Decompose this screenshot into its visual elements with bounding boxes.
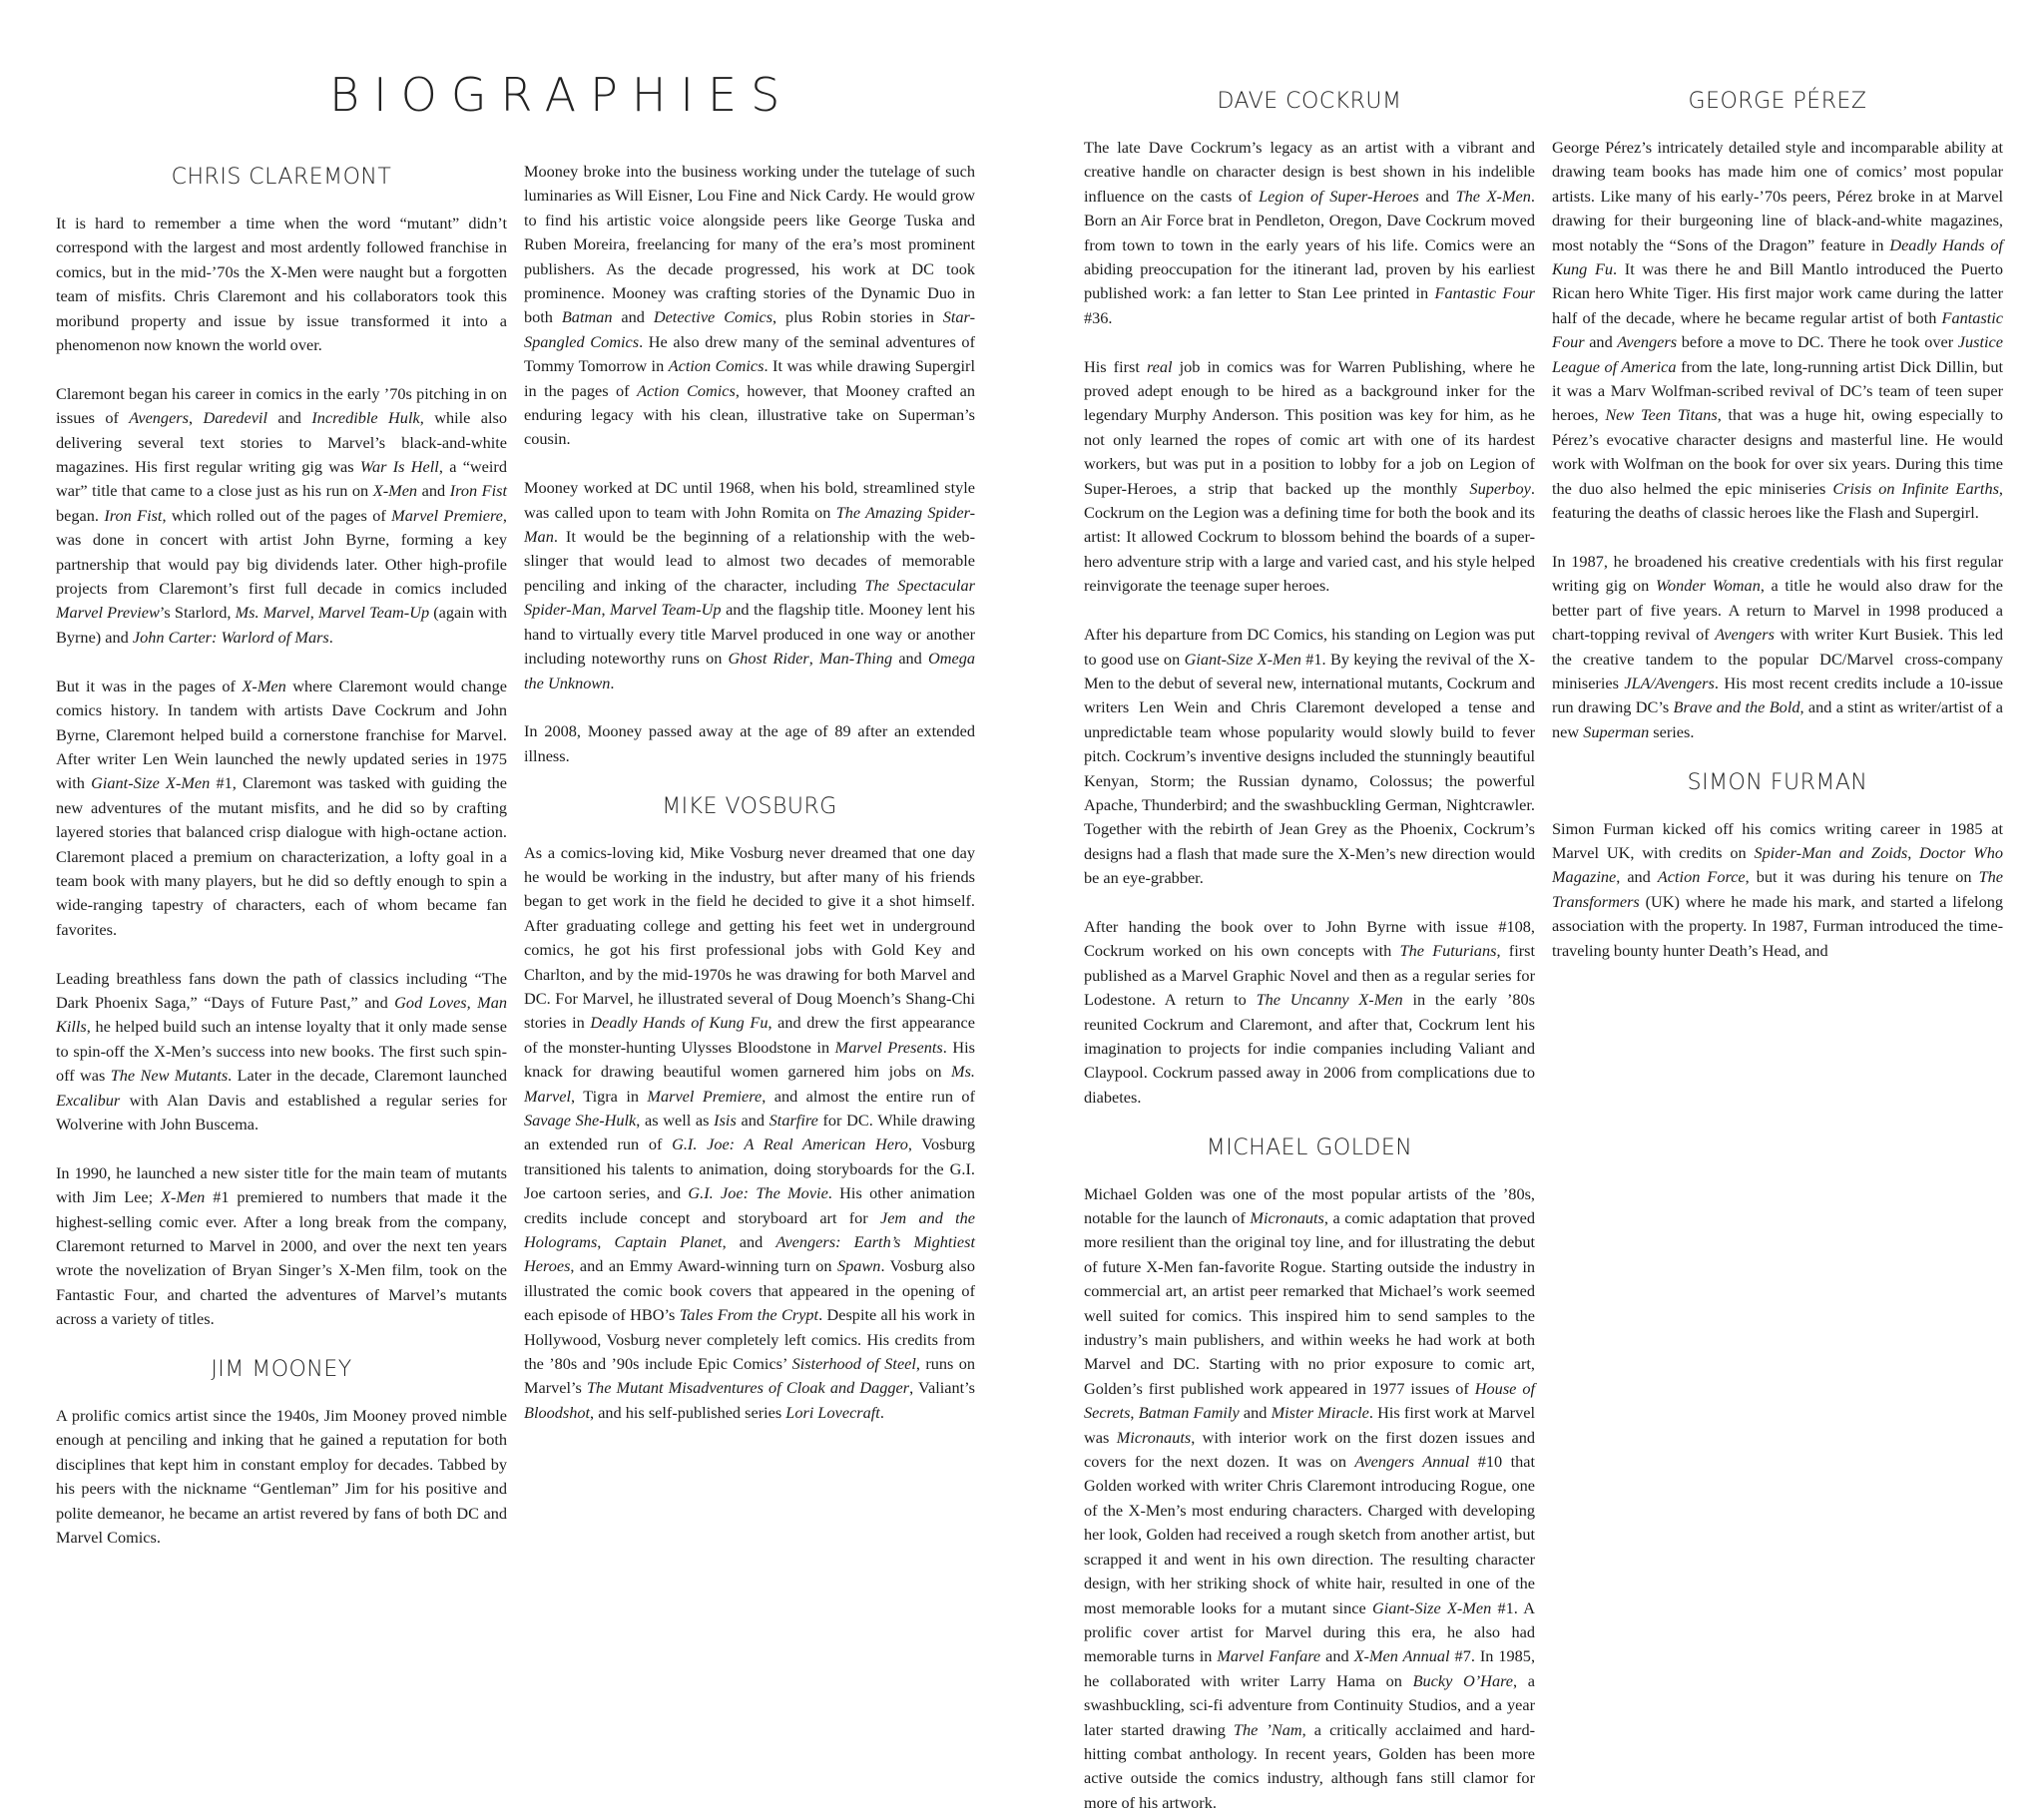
- title-italic: Action Force: [1657, 867, 1746, 887]
- title-italic: Marvel Presents: [834, 1037, 943, 1057]
- title-italic: Wonder Woman: [1655, 576, 1761, 596]
- bio-paragraph: In 1987, he broadened his creative credentials with his first regular writing gig on Wonder Woman, a title he would also draw for the better part of five years. A return to Marvel in 1998 produced a chart-topping revival of Avengers with writer Kurt Busiek. This led the creative tandem to the popular DC/Marvel cross-company miniseries JLA/Avengers. His most recent credits include a 10-issue run drawing DC’s Brave and the Bold, and a stint as writer/artist of a new Superman series.: [1552, 551, 2004, 741]
- title-italic: G.I. Joe: The Movie: [688, 1183, 828, 1203]
- page-title: BIOGRAPHIES: [329, 68, 794, 122]
- title-italic: Marvel Premiere: [647, 1086, 763, 1106]
- title-italic: Marvel Team-Up: [317, 603, 430, 623]
- title-italic: Batman: [561, 307, 613, 327]
- bio-paragraph: After his departure from DC Comics, his standing on Legion was put to good use on Giant-Size X-Men #1. By keying the revival of the X-Men to the debut of several new, international mutants, Cockrum and writers Len Wein and Chris Claremont developed a tense and unpredictable team whose popularity would slowly build to fever pitch. Cockrum’s inventive designs included the stunningly beautiful Kenyan, Storm; the Russian dynamo, Colossus; the powerful Apache, Thunderbird; and the swashbuckling German, Nightcrawler. Together with the rebirth of Jean Grey as the Phoenix, Cockrum’s designs had a flash that made sure the X-Men’s new direction would be an eye-grabber.: [1084, 625, 1536, 888]
- bio-paragraph: It is hard to remember a time when the word “mutant” didn’t correspond with the largest and most ardently followed franchise in comics, but in the mid-’70s the X-Men were naught but a forgotten team of misfits. Chris Claremont and his collaborators took this moribund property and issue by issue transformed it into a phenomenon now known the world over.: [56, 214, 507, 355]
- title-italic: Giant-Size X-Men: [1184, 649, 1301, 669]
- title-italic: Deadly Hands of Kung Fu: [590, 1013, 768, 1033]
- column-2: [524, 160, 975, 1425]
- title-italic: Isis: [714, 1110, 737, 1130]
- title-italic: Star-Spangled Comics: [524, 307, 975, 351]
- title-italic: Jem and the Holograms: [524, 1207, 976, 1252]
- bio-paragraph: His first real job in comics was for Warren Publishing, where he proved adept enough to be hired as a background inker for the legendary Murphy Anderson. This position was key for him, as he not only learned the ropes of comic art with one of its hardest workers, but was put in a position to lobby for a job on Legion of Super-Heroes, a strip that backed up the monthly Superboy. Cockrum on the Legion was a defining time for both the book and its artist: It allowed Cockrum to blossom behind the boards of a super-hero adventure strip with a large and varied cast, and his style helped reinvigorate the teenage super heroes.: [1084, 356, 1536, 596]
- bio-paragraph: As a comics-loving kid, Mike Vosburg never dreamed that one day he would be working in the industry, but after many of his friends began to get work in the field he decided to give it a shot himself. After graduating college and getting his feet wet in underground comics, he got his first professional jobs with Gold Key and Charlton, and by the mid-1970s he was drawing for both Marvel and DC. For Marvel, he illustrated several of Doug Moench’s Shang-Chi stories in Deadly Hands of Kung Fu, and drew the first appearance of the monster-hunting Ulysses Bloodstone in Marvel Presents. His knack for drawing beautiful women garnered him jobs on Ms. Marvel, Tigra in Marvel Premiere, and almost the entire run of Savage She-Hulk, as well as Isis and Starfire for DC. While drawing an extended run of G.I. Joe: A Real American Hero, Vosburg transitioned his talents to animation, doing storyboards for the G.I. Joe cartoon series, and G.I. Joe: The Movie. His other animation credits include concept and storyboard art for Jem and the Holograms, Captain Planet, and Avengers: Earth’s Mightiest Heroes, and an Emmy Award-winning turn on Spawn. Vosburg also illustrated the comic book covers that appeared in the opening of each episode of HBO’s Tales From the Crypt. Despite all his work in Hollywood, Vosburg never completely left comics. His credits from the ’80s and ’90s include Epic Comics’ Sisterhood of Steel, runs on Marvel’s The Mutant Misadventures of Cloak and Dagger, Valiant’s Bloodshot, and his self-published series Lori Lovecraft.: [524, 842, 976, 1422]
- title-italic: X-Men: [372, 481, 418, 501]
- title-italic: House of Secrets: [1084, 1378, 1535, 1423]
- bio-heading-perez: GEORGE PÉREZ: [1688, 89, 1867, 114]
- title-italic: Incredible Hulk: [311, 408, 420, 428]
- bio-heading-furman: SIMON FURMAN: [1687, 769, 1868, 795]
- bio-paragraph: George Pérez’s intricately detailed style and incomparable ability at drawing team books has made him one of comics’ most popular artists. Like many of his early-’70s peers, Pérez broke in at Marvel drawing for their burgeoning line of black-and-white magazines, most notably the “Sons of the Dragon” feature in Deadly Hands of Kung Fu. It was there he and Bill Mantlo introduced the Puerto Rican hero White Tiger. His first major work came during the latter half of the decade, where he became regular artist of both Fantastic Four and Avengers before a move to DC. There he took over Justice League of America from the late, long-running artist Dick Dillin, but it was a Marv Wolfman-scribed revival of DC’s team of teen super heroes, New Teen Titans, that was a huge hit, owing especially to Pérez’s evocative character designs and masterful line. He would work with Wolfman on the book for over six years. During this time the duo also helmed the epic miniseries Crisis on Infinite Earths, featuring the deaths of classic heroes like the Flash and Supergirl.: [1552, 138, 2004, 523]
- title-italic: Marvel Team-Up: [610, 600, 722, 620]
- title-italic: New Teen Titans: [1605, 405, 1718, 425]
- title-italic: real: [1146, 356, 1173, 376]
- title-italic: Omega the Unknown: [524, 649, 975, 692]
- title-italic: Spawn: [837, 1256, 881, 1276]
- title-italic: Action Comics: [668, 356, 765, 376]
- title-italic: Marvel Preview: [56, 603, 160, 623]
- title-italic: The New Mutants: [110, 1066, 229, 1086]
- title-italic: Marvel Fanfare: [1217, 1646, 1321, 1666]
- title-italic: Daredevil: [203, 408, 267, 428]
- title-italic: Deadly Hands of Kung Fu: [1552, 234, 2004, 279]
- bio-heading-golden: MICHAEL GOLDEN: [1206, 1134, 1413, 1160]
- bio-heading-claremont: CHRIS CLAREMONT: [171, 165, 392, 190]
- title-italic: X-Men: [242, 676, 286, 695]
- title-italic: Captain Planet: [614, 1232, 723, 1252]
- bio-heading-vosburg: MIKE VOSBURG: [662, 793, 837, 819]
- title-italic: The Futurians: [1399, 941, 1497, 961]
- title-italic: Avengers: [1617, 332, 1678, 352]
- title-italic: Micronauts: [1116, 1427, 1192, 1447]
- title-italic: Avengers: Earth’s Mightiest Heroes: [524, 1232, 975, 1276]
- bio-paragraph: In 1990, he launched a new sister title for the main team of mutants with Jim Lee; X-Men #1 premiered to numbers that made it the highest-selling comic ever. After a long break from the company, Claremont returned to Marvel in 2000, and over the next ten years wrote the novelization of Bryan Singer’s X-Men film, took on the Fantastic Four, and charted the adventures of Marvel’s mutants across a variety of titles.: [56, 1162, 507, 1329]
- title-italic: Man-Thing: [818, 649, 893, 669]
- bio-paragraph: But it was in the pages of X-Men where Claremont would change comics history. In tandem with artists Dave Cockrum and John Byrne, Claremont helped build a cornerstone franchise for Marvel. After writer Len Wein launched the newly updated series in 1975 with Giant-Size X-Men #1, Claremont was tasked with guiding the new adventures of the mutant misfits, and he did so by crafting layered stories that balanced crisp dialogue with high-octane action. Claremont placed a premium on characterization, a lofty goal in a team book with many players, but he did so deftly enough to spin a wide-ranging tapestry of characters, each of whom became fan favorites.: [56, 676, 507, 939]
- title-italic: Brave and the Bold: [1673, 697, 1800, 717]
- title-italic: Avengers Annual: [1354, 1452, 1470, 1472]
- bio-paragraph-start: [56, 1404, 507, 1550]
- title-italic: Starfire: [768, 1110, 818, 1130]
- title-italic: Bloodshot: [524, 1402, 591, 1422]
- title-italic: Ms. Marvel: [235, 603, 310, 623]
- bio-paragraph: Mooney worked at DC until 1968, when his bold, streamlined style was called upon to team with John Romita on The Amazing Spider-Man. It would be the beginning of a relationship with the web-slinger that would lead to almost two decades of memorable penciling and inking of the character, including The Spectacular Spider-Man, Marvel Team-Up and the flagship title. Mooney lent his hand to virtually every title Marvel produced in one way or another including noteworthy runs on Ghost Rider, Man-Thing and Omega the Unknown.: [524, 478, 976, 692]
- title-italic: Bucky O’Hare: [1412, 1670, 1514, 1690]
- title-italic: Marvel Premiere: [391, 505, 503, 525]
- bio-paragraph: Simon Furman kicked off his comics writing career in 1985 at Marvel UK, with credits on Spider-Man and Zoids, Doctor Who Magazine, and Action Force, but it was during his tenure on The Transformers (UK) where he made his mark, and started a lifelong association with the property. In 1987, Furman introduced the time-traveling bounty hunter Death’s Head, and: [1552, 818, 2003, 960]
- title-italic: Batman Family: [1138, 1403, 1240, 1423]
- column-1: [56, 160, 507, 1550]
- bio-paragraph: In 2008, Mooney passed away at the age of 89 after an extended illness.: [524, 721, 975, 765]
- column-4: [1552, 84, 2003, 963]
- bio-paragraph: The late Dave Cockrum’s legacy as an artist with a vibrant and creative handle on character design is best shown in his indelible influence on the casts of Legion of Super-Heroes and The X-Men. Born an Air Force brat in Pendleton, Oregon, Dave Cockrum moved from town to town in the early years of his life. Comics were an abiding preoccupation for the itinerant lad, proven by his earliest published work: a fan letter to Stan Lee printed in Fantastic Four #36.: [1084, 138, 1535, 327]
- title-italic: Detective Comics: [653, 307, 773, 327]
- title-italic: Avengers: [129, 408, 189, 428]
- bio-paragraph: After handing the book over to John Byrne with issue #108, Cockrum worked on his own concepts with The Futurians, first published as a Marvel Graphic Novel and then as a regular series for Lodestone. A return to The Uncanny X-Men in the early ’80s reunited Cockrum and Claremont, and after that, Cockrum lent his imagination to projects for indie companies including Valiant and Claypool. Cockrum passed away in 2006 from complications due to diabetes.: [1084, 916, 1535, 1107]
- title-italic: G.I. Joe: A Real American Hero: [672, 1134, 908, 1154]
- title-italic: Spider-Man and Zoids: [1754, 842, 1908, 862]
- title-italic: The X-Men: [1455, 186, 1531, 206]
- title-italic: The ’Nam: [1233, 1719, 1302, 1739]
- title-italic: Ghost Rider: [728, 649, 809, 669]
- bio-paragraph: Mooney broke into the business working under the tutelage of such luminaries as Will Eisner, Lou Fine and Nick Cardy. He would grow to find his artistic voice alongside peers like George Tuska and Ruben Moreira, freelancing for many of the era’s most prominent publishers. As the decade progressed, his work at DC took prominence. Mooney was crafting stories of the Dynamic Duo in both Batman and Detective Comics, plus Robin stories in Star-Spangled Comics. He also drew many of the seminal adventures of Tommy Tomorrow in Action Comics. It was while drawing Supergirl in the pages of Action Comics, however, that Mooney crafted an enduring legacy with his clean, illustrative take on Superman’s cousin.: [524, 162, 975, 449]
- bio-text: A prolific comics artist since the 1940s, Jim Mooney proved nimble enough at penciling and inking that he gained a reputation for both disciplines that kept him in constant employ for decades. Tabbed by his peers with the nickname “Gentleman” Jim for his positive and polite demeanor, he became an artist revered by fans of both DC and Marvel Comics.: [56, 1406, 507, 1548]
- title-italic: Superboy: [1469, 478, 1531, 498]
- bio-heading-mooney: JIM MOONEY: [211, 1357, 352, 1383]
- bio-paragraph: Claremont began his career in comics in the early ’70s pitching in on issues of Avengers, Daredevil and Incredible Hulk, while also delivering several text stories to Marvel’s black-and-white magazines. His first regular writing gig was War Is Hell, a “weird war” title that came to a close just as his run on X-Men and Iron Fist began. Iron Fist, which rolled out of the pages of Marvel Premiere, was done in concert with artist John Byrne, forming a key partnership that would pay big dividends later. Other high-profile projects from Claremont’s first full decade in comics included Marvel Preview’s Starlord, Ms. Marvel, Marvel Team-Up (again with Byrne) and John Carter: Warlord of Mars.: [56, 383, 508, 647]
- title-italic: Crisis on Infinite Earths: [1832, 478, 1999, 498]
- title-italic: The Amazing Spider-Man: [524, 502, 976, 547]
- column-3: [1084, 84, 1535, 1815]
- title-italic: Superman: [1583, 721, 1650, 741]
- title-italic: Fantastic Four: [1434, 283, 1535, 303]
- title-italic: War Is Hell: [359, 457, 439, 477]
- title-italic: Micronauts: [1250, 1208, 1324, 1227]
- title-italic: Iron Fist: [449, 481, 508, 501]
- title-italic: Iron Fist: [104, 505, 163, 525]
- title-italic: Avengers: [1715, 625, 1775, 645]
- title-italic: The Uncanny X-Men: [1256, 990, 1403, 1010]
- title-italic: The Mutant Misadventures of Cloak and Dagger: [587, 1378, 910, 1398]
- title-italic: Ms. Marvel: [524, 1062, 975, 1106]
- bio-paragraph: Leading breathless fans down the path of classics including “The Dark Phoenix Saga,” “Days of Future Past,” and God Loves, Man Kills, he helped build such an intense loyalty that it only made sense to spin-off the X-Men’s success into new books. The first such spin-off was The New Mutants. Later in the decade, Claremont launched Excalibur with Alan Davis and established a regular series for Wolverine with John Buscema.: [56, 968, 508, 1134]
- bio-paragraph: Michael Golden was one of the most popular artists of the ’80s, notable for the launch of Micronauts, a comic adaptation that proved more resilient than the original toy line, and for illustrating the debut of future X-Men fan-favorite Rogue. Starting outside the industry in commercial art, an artist peer remarked that Michael’s work seemed well suited for comics. This inspired him to send samples to the industry’s main publishers, and within weeks he had work at both Marvel and DC. Starting with no prior exposure to comic art, Golden’s first published work appeared in 1977 issues of House of Secrets, Batman Family and Mister Miracle. His first work at Marvel was Micronauts, with interior work on the first dozen issues and covers for the next dozen. It was on Avengers Annual #10 that Golden worked with writer Chris Claremont introducing Rogue, one of the X-Men’s most enduring characters. Charged with developing her look, Golden had received a rough sketch from another artist, but scrapped it and went in his own direction. The resulting character design, with her striking shock of white hair, resulted in one of the most memorable looks for a mutant since Giant-Size X-Men #1. A prolific cover artist for Marvel during this era, he also had memorable turns in Marvel Fanfare and X-Men Annual #7. In 1985, he collaborated with writer Larry Hama on Bucky O’Hare, a swashbuckling, sci-fi adventure from Continuity Studios, and a year later started drawing The ’Nam, a critically acclaimed and hard-hitting combat anthology. In recent years, Golden has been more active outside the comics industry, although fans still clamor for more of his artwork.: [1084, 1183, 1536, 1812]
- title-italic: Mister Miracle: [1271, 1403, 1369, 1423]
- title-italic: Fantastic Four: [1552, 307, 2003, 352]
- title-italic: JLA/Avengers: [1624, 673, 1715, 692]
- title-italic: Excalibur: [56, 1090, 121, 1110]
- title-italic: Action Comics: [637, 380, 736, 400]
- title-italic: Legion of Super-Heroes: [1259, 186, 1419, 206]
- title-italic: The Spectacular Spider-Man: [524, 575, 975, 620]
- title-italic: Doctor Who Magazine: [1552, 842, 2003, 887]
- title-italic: John Carter: Warlord of Mars: [132, 627, 329, 647]
- title-italic: The Transformers: [1552, 867, 2003, 911]
- title-italic: Lori Lovecraft: [785, 1402, 880, 1422]
- title-italic: Justice League of America: [1552, 332, 2003, 376]
- title-italic: Savage She-Hulk: [524, 1110, 637, 1130]
- title-italic: Giant-Size X-Men: [1371, 1597, 1492, 1617]
- title-italic: Sisterhood of Steel: [791, 1354, 916, 1374]
- title-italic: X-Men: [161, 1187, 206, 1207]
- title-italic: Giant-Size X-Men: [91, 773, 211, 793]
- bio-heading-cockrum: DAVE COCKRUM: [1217, 89, 1402, 114]
- title-italic: X-Men Annual: [1353, 1646, 1450, 1666]
- title-italic: Tales From the Crypt: [679, 1305, 819, 1325]
- title-italic: God Loves, Man Kills: [56, 992, 508, 1037]
